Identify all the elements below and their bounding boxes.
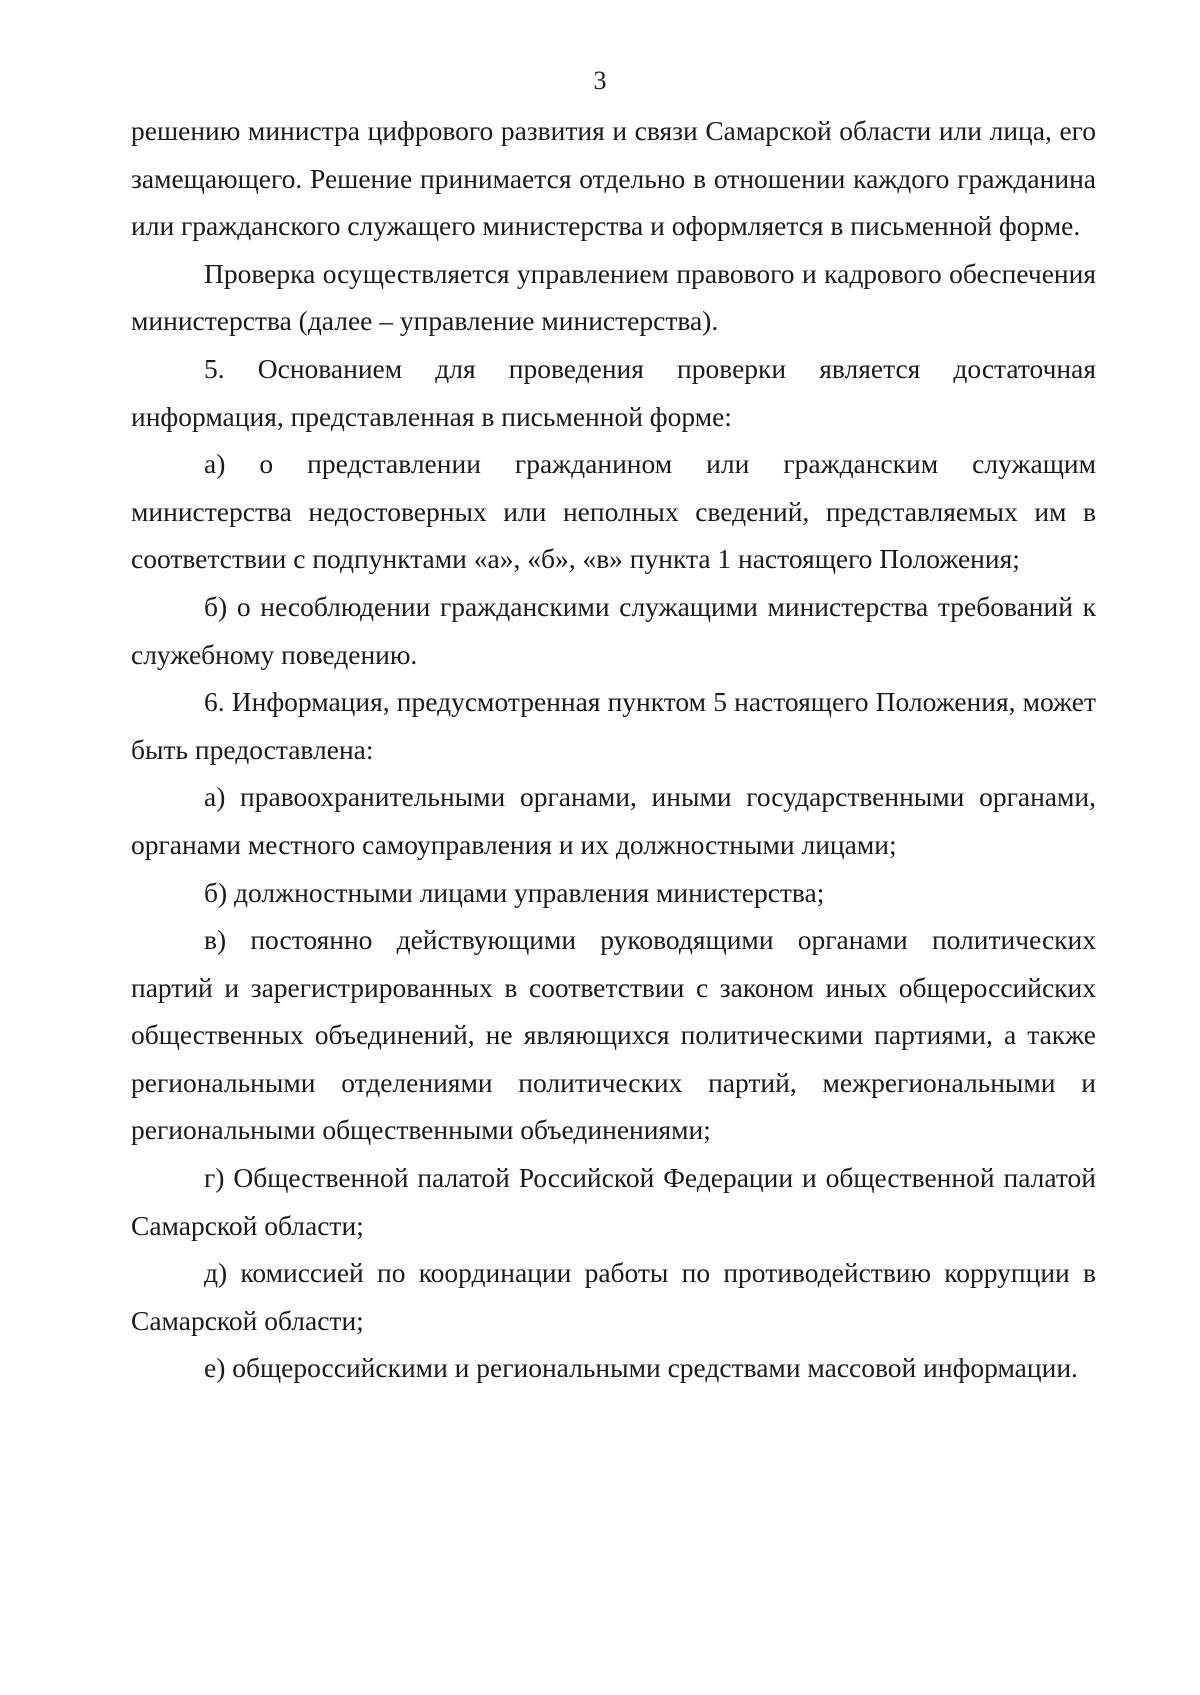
paragraph-6-a: а) правоохранительными органами, иными государственными органами, органами местного самоуправления и их должностными лицами; [131,781,1096,860]
paragraph-6-v: в) постоянно действующими руководящими органами политических партий и зарегистрированных в соответствии с законом иных общероссийских общественных объединений, не являющихся политическими партиями, а также региональными отделениями политических партий, межрегиональными и региональными общественными объединениями; [131,924,1096,1146]
page-number: 3 [593,66,607,95]
paragraph-6-e: е) общероссийскими и региональными средствами массовой информации. [204,1352,1078,1384]
paragraph-5-b: б) о несоблюдении гражданскими служащими министерства требований к служебному поведению. [131,590,1096,670]
document-body [131,107,1096,1392]
paragraph-6: 6. Информация, предусмотренная пунктом 5 настоящего Положения, может быть предоставлена: [131,686,1096,765]
paragraph-6-b: б) должностными лицами управления министерства; [204,876,825,908]
paragraph-5-a: а) о представлении гражданином или гражданским служащим министерства недостоверных или неполных сведений, представляемых им в соответствии с подпунктами «а», «б», «в» пункта 1 настоящего Положения; [131,448,1096,575]
paragraph-verification-unit: Проверка осуществляется управлением правового и кадрового обеспечения министерства (далее – управление министерства). [131,257,1096,337]
paragraph-5: 5. Основанием для проведения проверки является достаточная информация, представленная в письменной форме: [131,352,1096,432]
paragraph-6-g: г) Общественной палатой Российской Федерации и общественной палатой Самарской области; [131,1162,1096,1241]
paragraph-6-d: д) комиссией по координации работы по противодействию коррупции в Самарской области; [131,1257,1096,1336]
paragraph-continuation: решению министра цифрового развития и связи Самарской области или лица, его замещающего. Решение принимается отдельно в отношении каждого гражданина или гражданского служащего министерства и оформляется в письменной форме. [131,115,1096,242]
